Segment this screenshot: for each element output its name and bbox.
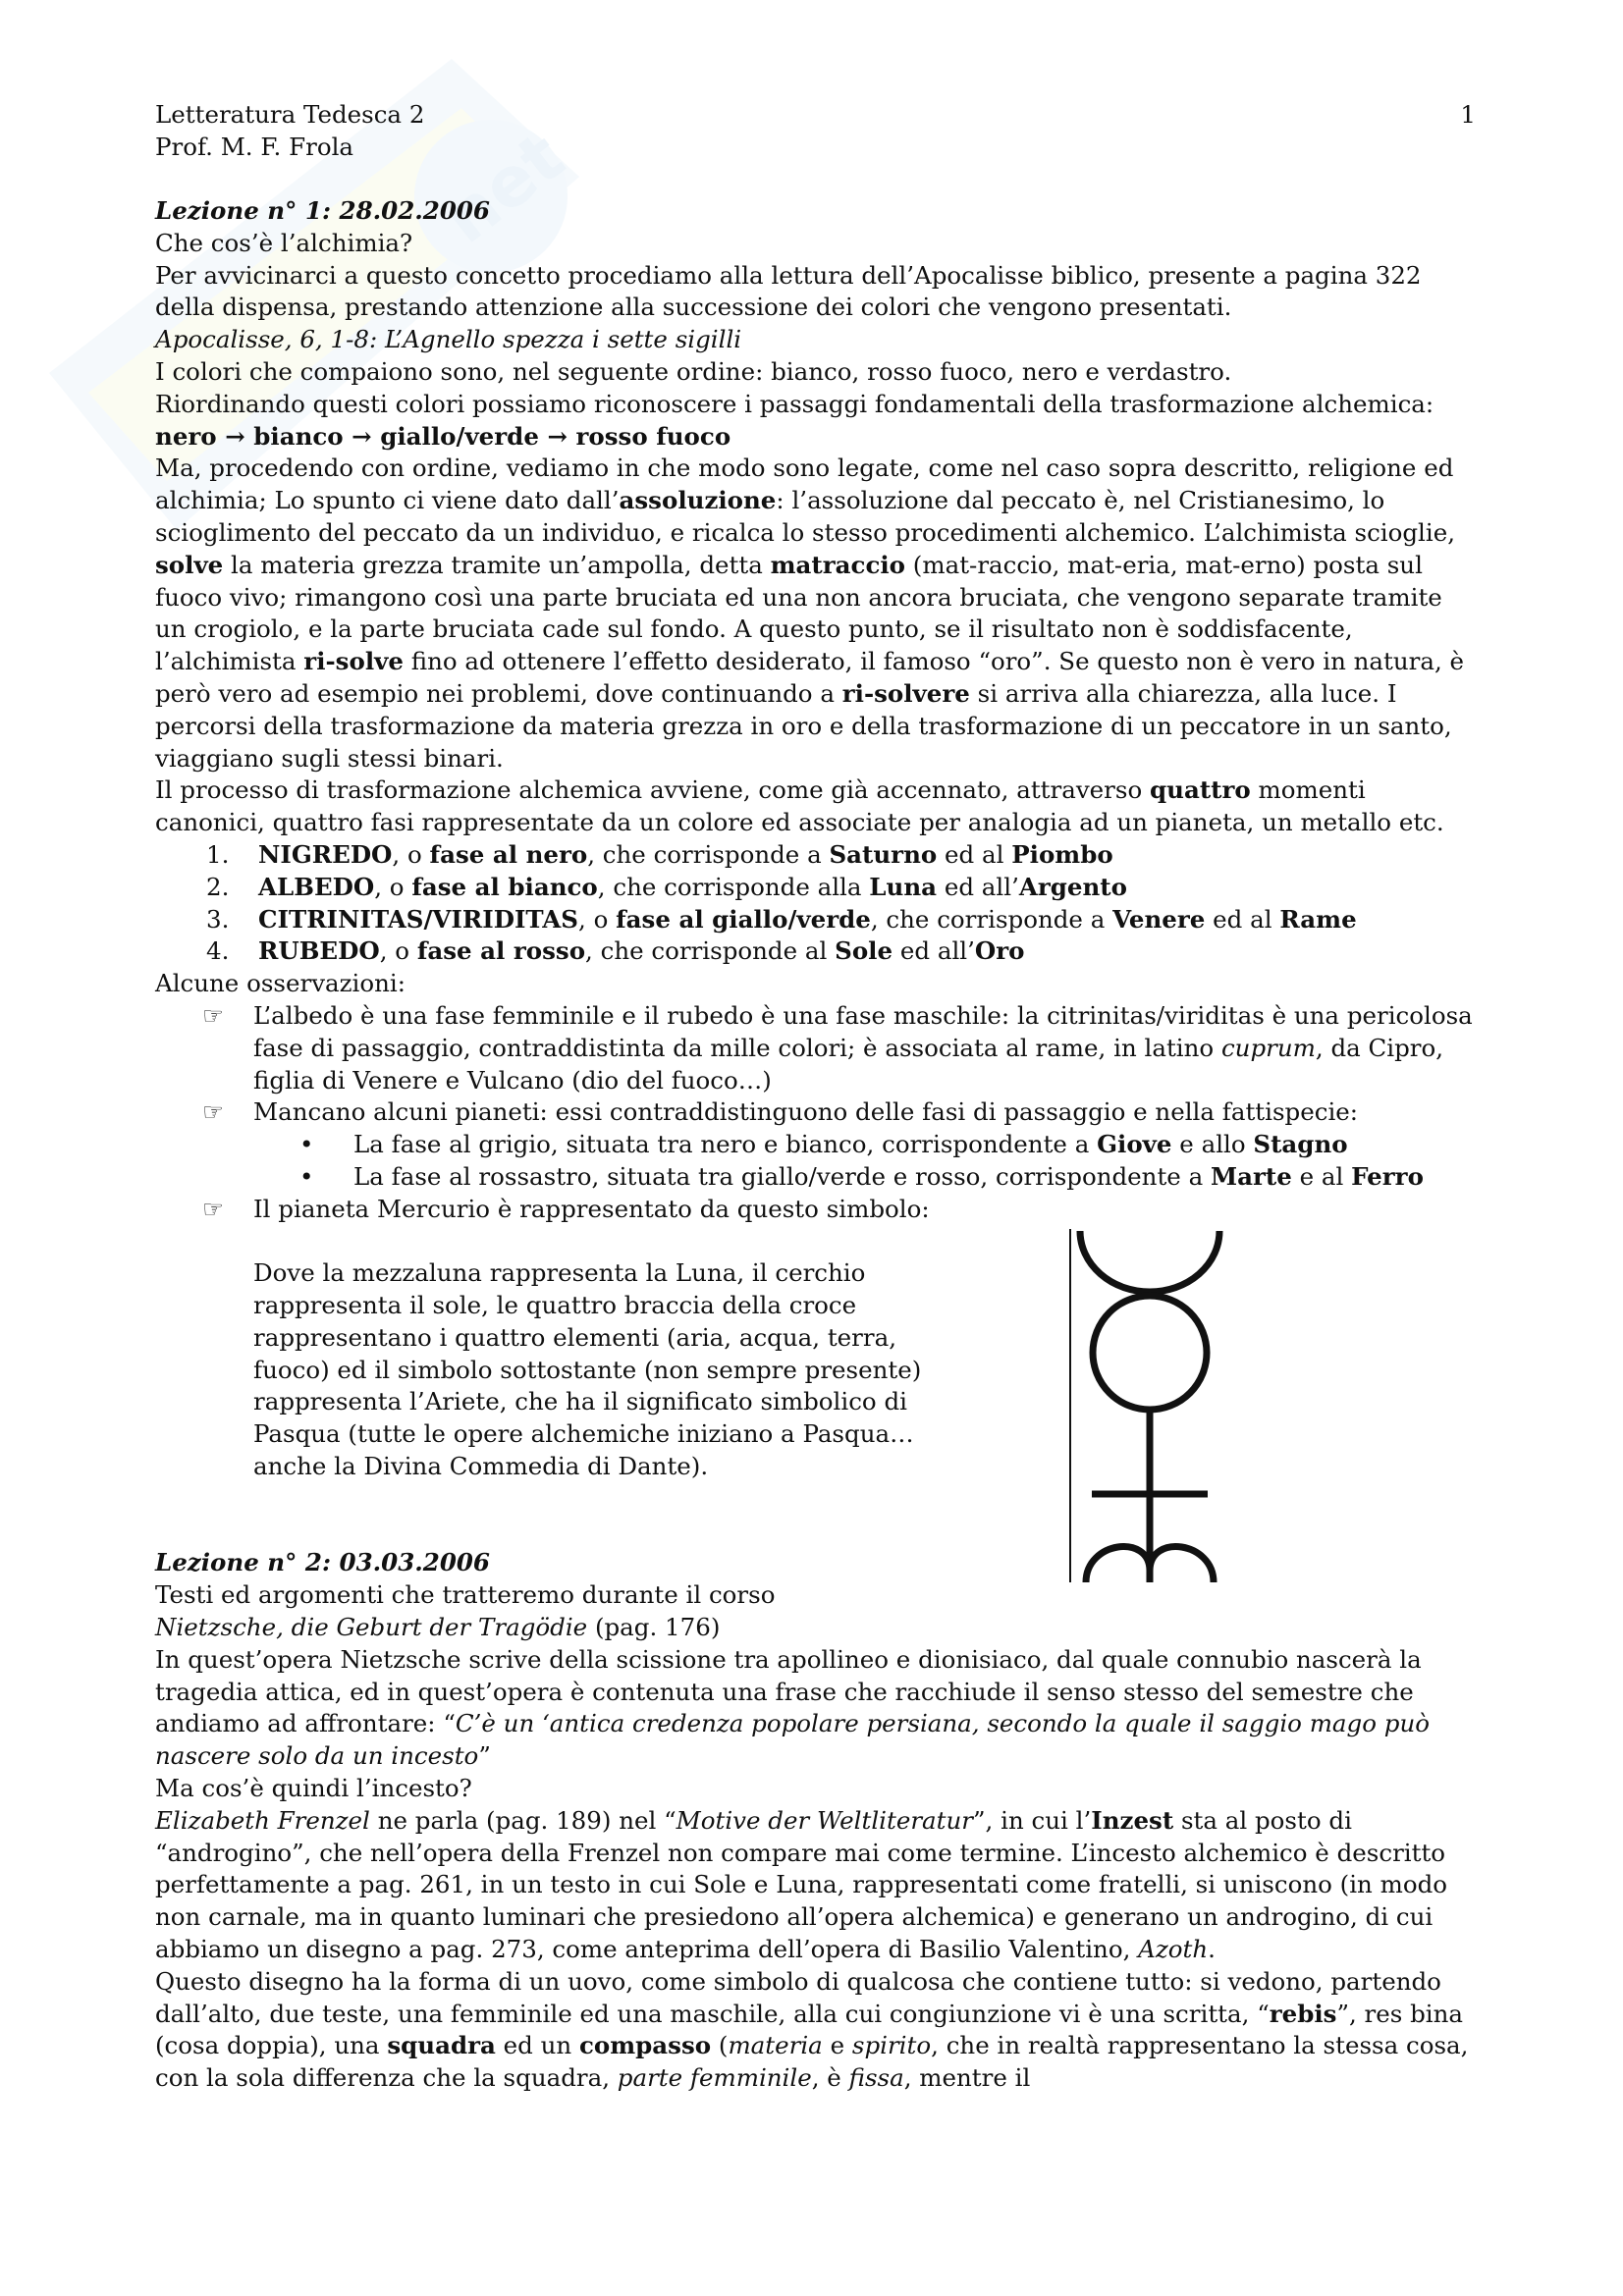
list-item: ☞ Il pianeta Mercurio è rappresentato da questo simbolo: Dove la mezzaluna rappresenta la Luna, il cerchio rappresenta il sole, le quattro braccia della croce rappresentano i quattro elementi (aria, acqua, terra, fuoco) ed il simbolo sottostante (non sempre presente) rappresenta l’Ariete, che ha il significato simbolico di Pasqua (tutte le opere alchemiche iniziano a Pasqua… anche la Divina Commedia di Dante). (155, 1194, 1476, 1483)
bullet-icon: • (299, 1161, 314, 1191)
lesson1-question: Che cos’è l’alchimia? (155, 228, 413, 257)
list-item: 4. RUBEDO, o fase al rosso, che corrisponde al Sole ed all’Oro (206, 936, 1025, 966)
page-number: 1 (1460, 100, 1476, 129)
list-item: 1. NIGREDO, o fase al nero, che corrisponde a Saturno ed al Piombo (206, 839, 1113, 869)
list-item: 2. ALBEDO, o fase al bianco, che corrisponde alla Luna ed all’Argento (206, 872, 1127, 901)
list-item: ☞ Mancano alcuni pianeti: essi contraddistinguono delle fasi di passaggio e nella fattispecie: • La fase al grigio, situata tra nero e bianco, corrispondente a Giove e allo Stagno • La fase al rossastro, situata tra giallo/verde e rosso, corrispondente a Marte e al Ferro (155, 1096, 1476, 1193)
arrow-icon: → (352, 421, 372, 451)
lesson1-reorder: Riordinando questi colori possiamo riconoscere i passaggi fondamentali della trasformazione alchemica: (155, 389, 1434, 418)
professor-name: Prof. M. F. Frola (155, 132, 354, 161)
lesson1-colors: I colori che compaiono sono, nel seguente ordine: bianco, rosso fuoco, nero e verdastro. (155, 356, 1232, 386)
nietzsche-paragraph: In quest’opera Nietzsche scrive della scissione tra apollineo e dionisiaco, dal quale connubio nascerà la tragedia attica, ed in quest’opera è contenuta una frase che racchiude il senso stesso del semestre che andiamo ad affrontare: “C’è un ‘antica credenza popolare persiana, secondo la quale il saggio mago può nascere solo da un incesto” (155, 1644, 1430, 1771)
mercury-explanation: Dove la mezzaluna rappresenta la Luna, il cerchio rappresenta il sole, le quattro braccia della croce rappresentano i quattro elementi (aria, acqua, terra, fuoco) ed il simbolo sottostante (non sempre presente) rappresenta l’Ariete, che ha il significato simbolico di Pasqua (tutte le opere alchemiche iniziano a Pasqua… anche la Divina Commedia di Dante). (253, 1258, 922, 1481)
phases-list (155, 839, 1476, 968)
frenzel-paragraph: Elizabeth Frenzel ne parla (pag. 189) nel “Motive der Weltliteratur”, in cui l’Inzest sta al posto di “androgino”, che nell’opera della Frenzel non compare mai come termine. L’incesto alchemico è descritto perfettamente a pag. 261, in un testo in cui Sole e Luna, rappresentati come fratelli, si uniscono (in modo non carnale, ma in quanto luminari che presiedono all’opera alchemica) e generano un androgino, di cui abbiamo un disegno a pag. 273, come anteprima dell’opera di Basilio Valentino, Azoth. (155, 1805, 1448, 1964)
sub-list (253, 1129, 1476, 1194)
lesson1-heading: Lezione n° 1: 28.02.2006 (155, 196, 490, 225)
rebis-paragraph: Questo disegno ha la forma di un uovo, come simbolo di qualcosa che contiene tutto: si vedono, partendo dall’alto, due teste, una femminile ed una maschile, alla cui congiunzione vi è una scritta, “rebis”, res bina (cosa doppia), una squadra ed un compasso (materia e spirito, che in realtà rappresentano la stessa cosa, con la sola differenza che la squadra, parte femminile, è fissa, mentre il (155, 1966, 1469, 2093)
observations-list (155, 1000, 1476, 1483)
pointing-hand-icon: ☞ (202, 1097, 224, 1127)
color-rosso-fuoco: rosso fuoco (575, 421, 731, 451)
list-item: ☞ L’albedo è una fase femminile e il rubedo è una fase maschile: la citrinitas/viriditas è una pericolosa fase di passaggio, contraddistinta da mille colori; è associata al rame, in latino cuprum, da Cipro, figlia di Venere e Vulcano (dio del fuoco…) (202, 1000, 1473, 1095)
lesson2-book: Nietzsche, die Geburt der Tragödie (pag. 176) (155, 1613, 721, 1642)
lesson2-heading: Lezione n° 2: 03.03.2006 (155, 1548, 490, 1577)
list-item: • La fase al rossastro, situata tra giallo/verde e rosso, corrispondente a Marte e al Ferro (155, 1161, 1476, 1194)
process-paragraph: Il processo di trasformazione alchemica avviene, come già accennato, attraverso quattro momenti canonici, quattro fasi rappresentate da un colore ed associate per analogia ad un pianeta, un metallo etc. (155, 775, 1444, 837)
arrow-icon: → (225, 421, 245, 451)
pointing-hand-icon: ☞ (202, 1000, 224, 1030)
list-item: 3. CITRINITAS/VIRIDITAS, o fase al giallo/verde, che corrisponde a Venere ed al Rame (206, 904, 1357, 934)
course-title: Letteratura Tedesca 2 (155, 100, 425, 129)
list-item: • La fase al grigio, situata tra nero e bianco, corrispondente a Giove e allo Stagno (155, 1129, 1476, 1161)
bullet-icon: • (299, 1130, 314, 1159)
lesson2-topics: Testi ed argomenti che tratteremo durante il corso (155, 1580, 776, 1610)
page-header (155, 99, 1476, 164)
pointing-hand-icon: ☞ (202, 1194, 224, 1223)
incest-question: Ma cos’è quindi l’incesto? (155, 1774, 472, 1803)
mercury-symbol-icon (1066, 1227, 1233, 1582)
document-body (155, 195, 1476, 2095)
color-bianco: bianco (253, 421, 344, 451)
observations-heading: Alcune osservazioni: (155, 969, 406, 998)
arrow-icon: → (547, 421, 568, 451)
svg-text:net: net (427, 116, 579, 259)
color-giallo-verde: giallo/verde (380, 421, 539, 451)
alchemy-paragraph: Ma, procedendo con ordine, vediamo in che modo sono legate, come nel caso sopra descritto, religione ed alchimia; Lo spunto ci viene dato dall’assoluzione: l’assoluzione dal peccato è, nel Cristianesimo, lo scioglimento del peccato da un individuo, e ricalca lo stesso procedimenti alchemico. L’alchimista scioglie, solve la materia grezza tramite un’ampolla, detta matraccio (mat-raccio, mat-eria, mat-erno) posta sul fuoco vivo; rimangono così una parte bruciata ed una non ancora bruciata, che vengono separate tramite un crogiolo, e la parte bruciata cade sul fondo. A questo punto, se il risultato non è soddisfacente, l’alchimista ri-solve fino ad ottenere l’effetto desiderato, il famoso “oro”. Se questo non è vero in natura, è però vero ad esempio nei problemi, dove continuando a ri-solvere si arriva alla chiarezza, alla luce. I percorsi della trasformazione da materia grezza in oro e della trasformazione di un peccatore in un santo, viaggiano sugli stessi binari. (155, 454, 1465, 773)
lesson1-citation: Apocalisse, 6, 1-8: L’Agnello spezza i sette sigilli (155, 325, 742, 354)
color-nero: nero (155, 421, 217, 451)
lesson1-intro: Per avvicinarci a questo concetto procediamo alla lettura dell’Apocalisse biblico, presente a pagina 322 della dispensa, prestando attenzione alla successione dei colori che vengono presentati. (155, 260, 1422, 322)
color-sequence (155, 421, 1476, 454)
